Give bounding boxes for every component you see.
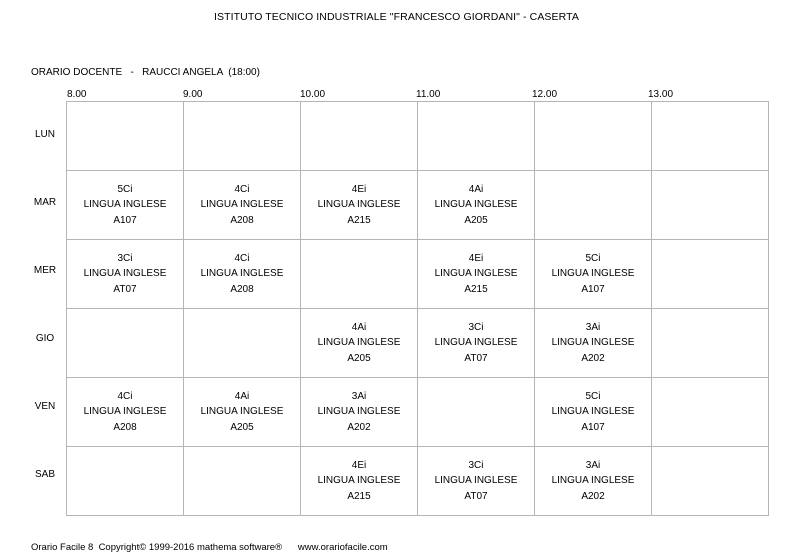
lesson-cell	[418, 240, 535, 309]
lesson-class: 4Ai	[468, 183, 484, 195]
lesson-room: A205	[230, 421, 254, 433]
schedule-row	[67, 309, 769, 378]
lesson-subject: LINGUA INGLESE	[434, 337, 518, 349]
day-label: MAR	[33, 197, 57, 208]
empty-cell	[418, 102, 535, 171]
lesson-cell	[418, 447, 535, 516]
lesson-room: A202	[581, 490, 605, 502]
lesson-class: 5Ci	[117, 183, 133, 195]
lesson-room: A215	[347, 214, 371, 226]
lesson-cell	[535, 378, 652, 447]
lesson-class: 3Ci	[117, 252, 133, 264]
lesson-cell	[301, 309, 418, 378]
schedule-row	[67, 378, 769, 447]
lesson-room: A208	[113, 421, 137, 433]
empty-cell	[652, 240, 769, 309]
lesson-class: 3Ci	[468, 321, 484, 333]
lesson-class: 4Ci	[234, 252, 250, 264]
hour-label: 10.00	[300, 89, 326, 100]
lesson-room: AT07	[113, 283, 137, 295]
lesson-subject: LINGUA INGLESE	[200, 268, 284, 280]
lesson-cell	[301, 171, 418, 240]
lesson-cell	[67, 240, 184, 309]
lesson-cell	[67, 171, 184, 240]
lesson-subject: LINGUA INGLESE	[317, 406, 401, 418]
lesson-class: 4Ai	[351, 321, 367, 333]
lesson-subject: LINGUA INGLESE	[434, 199, 518, 211]
lesson-subject: LINGUA INGLESE	[200, 406, 284, 418]
empty-cell	[652, 171, 769, 240]
lesson-room: A208	[230, 214, 254, 226]
lesson-subject: LINGUA INGLESE	[317, 199, 401, 211]
lesson-class: 3Ai	[585, 321, 601, 333]
lesson-room: A202	[347, 421, 371, 433]
page-title: ISTITUTO TECNICO INDUSTRIALE "FRANCESCO GIORDANI" - CASERTA	[214, 11, 579, 23]
lesson-class: 4Ci	[117, 390, 133, 402]
hour-header-row	[67, 89, 767, 101]
lesson-class: 3Ai	[351, 390, 367, 402]
lesson-class: 3Ci	[468, 459, 484, 471]
empty-cell	[67, 102, 184, 171]
lesson-class: 5Ci	[585, 252, 601, 264]
lesson-room: AT07	[464, 490, 488, 502]
lesson-room: A215	[347, 490, 371, 502]
hour-label: 9.00	[183, 89, 203, 100]
empty-cell	[184, 102, 301, 171]
footer-copyright: Orario Facile 8 Copyright© 1999-2016 mathema software® www.orariofacile.com	[31, 542, 388, 553]
day-label: GIO	[35, 333, 55, 344]
lesson-class: 4Ei	[351, 183, 367, 195]
teacher-schedule-label: ORARIO DOCENTE - RAUCCI ANGELA (18:00)	[31, 67, 260, 78]
lesson-cell	[184, 240, 301, 309]
lesson-subject: LINGUA INGLESE	[83, 406, 167, 418]
lesson-subject: LINGUA INGLESE	[551, 337, 635, 349]
schedule-row	[67, 447, 769, 516]
lesson-class: 4Ai	[234, 390, 250, 402]
lesson-subject: LINGUA INGLESE	[83, 199, 167, 211]
schedule-row	[67, 171, 769, 240]
empty-cell	[418, 378, 535, 447]
lesson-room: A208	[230, 283, 254, 295]
lesson-room: A107	[581, 421, 605, 433]
empty-cell	[652, 309, 769, 378]
lesson-class: 5Ci	[585, 390, 601, 402]
lesson-class: 4Ci	[234, 183, 250, 195]
hour-label: 13.00	[648, 89, 674, 100]
empty-cell	[652, 447, 769, 516]
schedule-row	[67, 102, 769, 171]
lesson-subject: LINGUA INGLESE	[434, 475, 518, 487]
hour-label: 11.00	[416, 89, 441, 100]
lesson-class: 4Ei	[468, 252, 484, 264]
schedule-grid	[66, 101, 769, 516]
lesson-subject: LINGUA INGLESE	[317, 337, 401, 349]
lesson-subject: LINGUA INGLESE	[434, 268, 518, 280]
lesson-cell	[184, 171, 301, 240]
lesson-cell	[301, 378, 418, 447]
lesson-room: A107	[113, 214, 137, 226]
lesson-subject: LINGUA INGLESE	[551, 475, 635, 487]
lesson-cell	[184, 378, 301, 447]
lesson-room: A202	[581, 352, 605, 364]
lesson-class: 3Ai	[585, 459, 601, 471]
lesson-cell	[418, 309, 535, 378]
lesson-class: 4Ei	[351, 459, 367, 471]
day-label: MER	[33, 265, 57, 276]
lesson-cell	[301, 447, 418, 516]
empty-cell	[301, 102, 418, 171]
empty-cell	[301, 240, 418, 309]
lesson-room: AT07	[464, 352, 488, 364]
day-label: LUN	[34, 129, 55, 140]
day-label: VEN	[34, 401, 56, 412]
lesson-subject: LINGUA INGLESE	[200, 199, 284, 211]
empty-cell	[535, 171, 652, 240]
empty-cell	[652, 378, 769, 447]
day-label: SAB	[34, 469, 55, 480]
hour-label: 12.00	[532, 89, 558, 100]
lesson-room: A107	[581, 283, 605, 295]
lesson-subject: LINGUA INGLESE	[83, 268, 167, 280]
lesson-cell	[535, 447, 652, 516]
empty-cell	[67, 309, 184, 378]
lesson-cell	[535, 240, 652, 309]
empty-cell	[67, 447, 184, 516]
lesson-cell	[535, 309, 652, 378]
lesson-subject: LINGUA INGLESE	[551, 268, 635, 280]
schedule-row	[67, 240, 769, 309]
lesson-room: A215	[464, 283, 488, 295]
empty-cell	[535, 102, 652, 171]
hour-label: 8.00	[67, 89, 87, 100]
lesson-cell	[418, 171, 535, 240]
empty-cell	[652, 102, 769, 171]
empty-cell	[184, 309, 301, 378]
lesson-subject: LINGUA INGLESE	[317, 475, 401, 487]
lesson-room: A205	[464, 214, 488, 226]
lesson-room: A205	[347, 352, 371, 364]
lesson-cell	[67, 378, 184, 447]
lesson-subject: LINGUA INGLESE	[551, 406, 635, 418]
empty-cell	[184, 447, 301, 516]
